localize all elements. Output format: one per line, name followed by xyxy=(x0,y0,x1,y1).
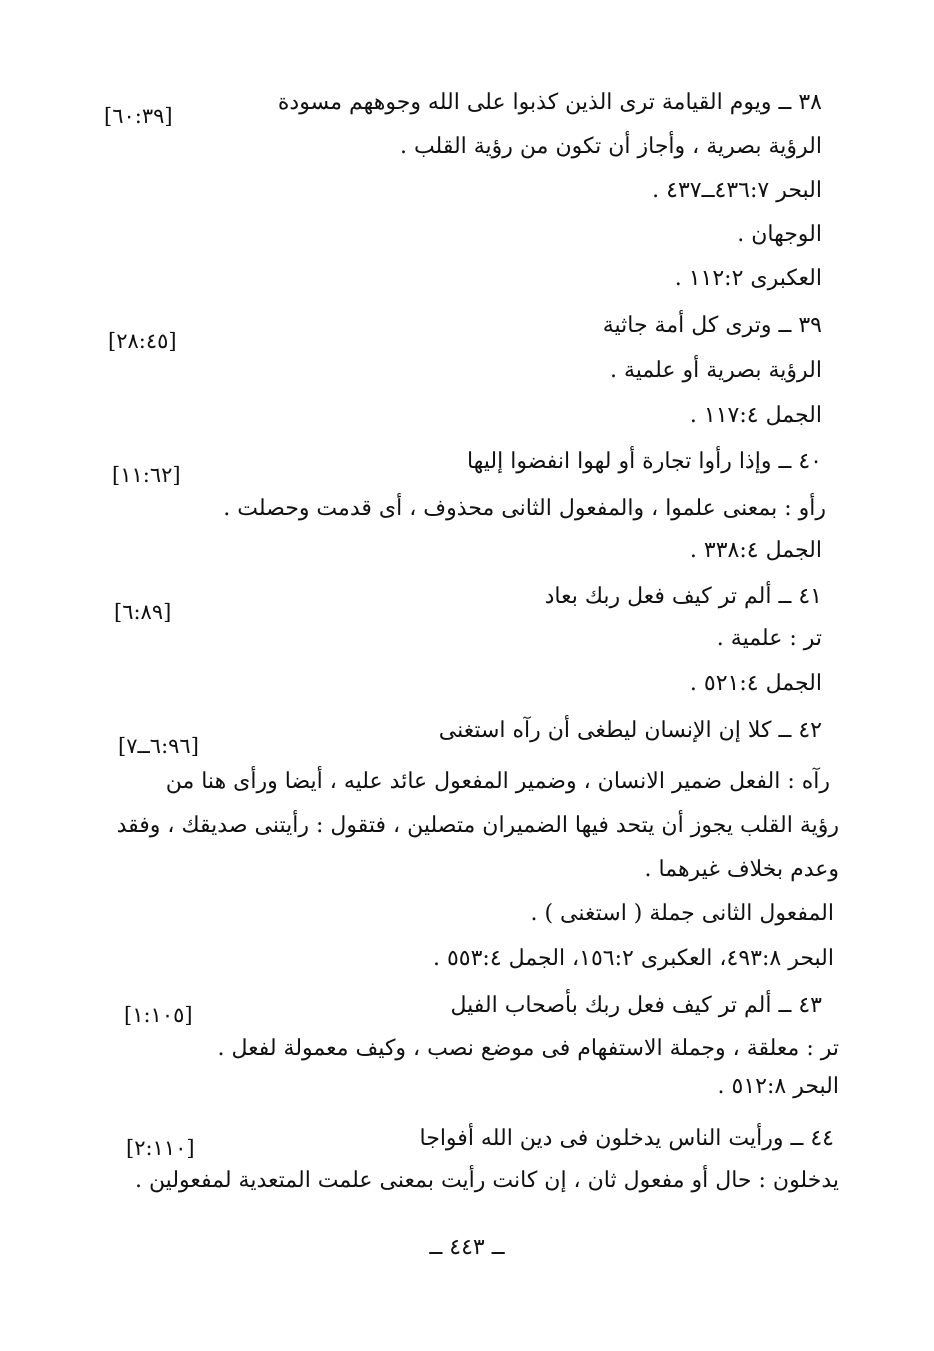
verse-41-ref: [٦:٨٩] xyxy=(114,600,172,624)
verse-41-note-2: الجمل ٥٢١:٤ . xyxy=(689,671,822,696)
verse-39-title: ٣٩ ــ وترى كل أمة جاثية xyxy=(602,313,822,338)
verse-40-note-1: رأو : بمعنى علموا ، والمفعول الثانى محذوف ، أى قدمت وحصلت . xyxy=(223,496,826,521)
verse-39-note-1: الرؤية بصرية أو علمية . xyxy=(609,358,822,383)
verse-40-note-2: الجمل ٣٣٨:٤ . xyxy=(689,538,822,563)
verse-40-ref: [١١:٦٢] xyxy=(112,463,181,487)
verse-43-title: ٤٣ ــ ألم تر كيف فعل ربك بأصحاب الفيل xyxy=(450,993,822,1018)
verse-38-note-1: الرؤية بصرية ، وأجاز أن تكون من رؤية القلب . xyxy=(399,134,822,159)
verse-38-note-4: العكبرى ١١٢:٢ . xyxy=(674,266,822,291)
verse-42-ref: [٦:٩٦ــ٧] xyxy=(118,734,199,758)
verse-44-ref: [٢:١١٠] xyxy=(126,1136,195,1160)
verse-42-note-2: رؤية القلب يجوز أن يتحد فيها الضميران متصلين ، فتقول : رأيتنى صديقك ، وفقد xyxy=(116,813,839,838)
verse-38-ref: [٦٠:٣٩] xyxy=(104,104,173,128)
verse-43-note-1: تر : معلقة ، وجملة الاستفهام فى موضع نصب ، وكيف معمولة لفعل . xyxy=(217,1036,839,1061)
verse-40-title: ٤٠ ــ وإذا رأوا تجارة أو لهوا انفضوا إليها xyxy=(466,449,822,474)
verse-41-note-1: تر : علمية . xyxy=(716,626,822,651)
verse-39-ref: [٢٨:٤٥] xyxy=(108,329,177,353)
verse-38-note-3: الوجهان . xyxy=(737,222,822,247)
page-number: ــ ٤٤٣ ــ xyxy=(429,1235,505,1260)
verse-41-title: ٤١ ــ ألم تر كيف فعل ربك بعاد xyxy=(544,584,822,609)
verse-39-note-2: الجمل ١١٧:٤ . xyxy=(689,403,822,428)
verse-43-ref: [١:١٠٥] xyxy=(124,1003,193,1027)
verse-38-title: ٣٨ ــ ويوم القيامة ترى الذين كذبوا على الله وجوههم مسودة xyxy=(277,90,822,115)
verse-42-note-5: البحر ٤٩٣:٨، العكبرى ١٥٦:٢، الجمل ٥٥٣:٤ . xyxy=(432,946,834,971)
verse-42-note-3: وعدم بخلاف غيرهما . xyxy=(644,857,839,882)
verse-42-note-1: رآه : الفعل ضمير الانسان ، وضمير المفعول عائد عليه ، أيضا ورأى هنا من xyxy=(165,769,830,794)
verse-42-title: ٤٢ ــ كلا إن الإنسان ليطغى أن رآه استغنى xyxy=(438,718,822,743)
verse-38-note-2: البحر ٤٣٦:٧ــ٤٣٧ . xyxy=(652,178,822,203)
verse-43-note-2: البحر ٥١٢:٨ . xyxy=(717,1074,839,1099)
verse-42-note-4: المفعول الثانى جملة ( استغنى ) . xyxy=(530,901,834,926)
verse-44-title: ٤٤ ــ ورأيت الناس يدخلون فى دين الله أفواجا xyxy=(419,1126,834,1151)
verse-44-note-1: يدخلون : حال أو مفعول ثان ، إن كانت رأيت بمعنى علمت المتعدية لمفعولين . xyxy=(134,1168,839,1193)
